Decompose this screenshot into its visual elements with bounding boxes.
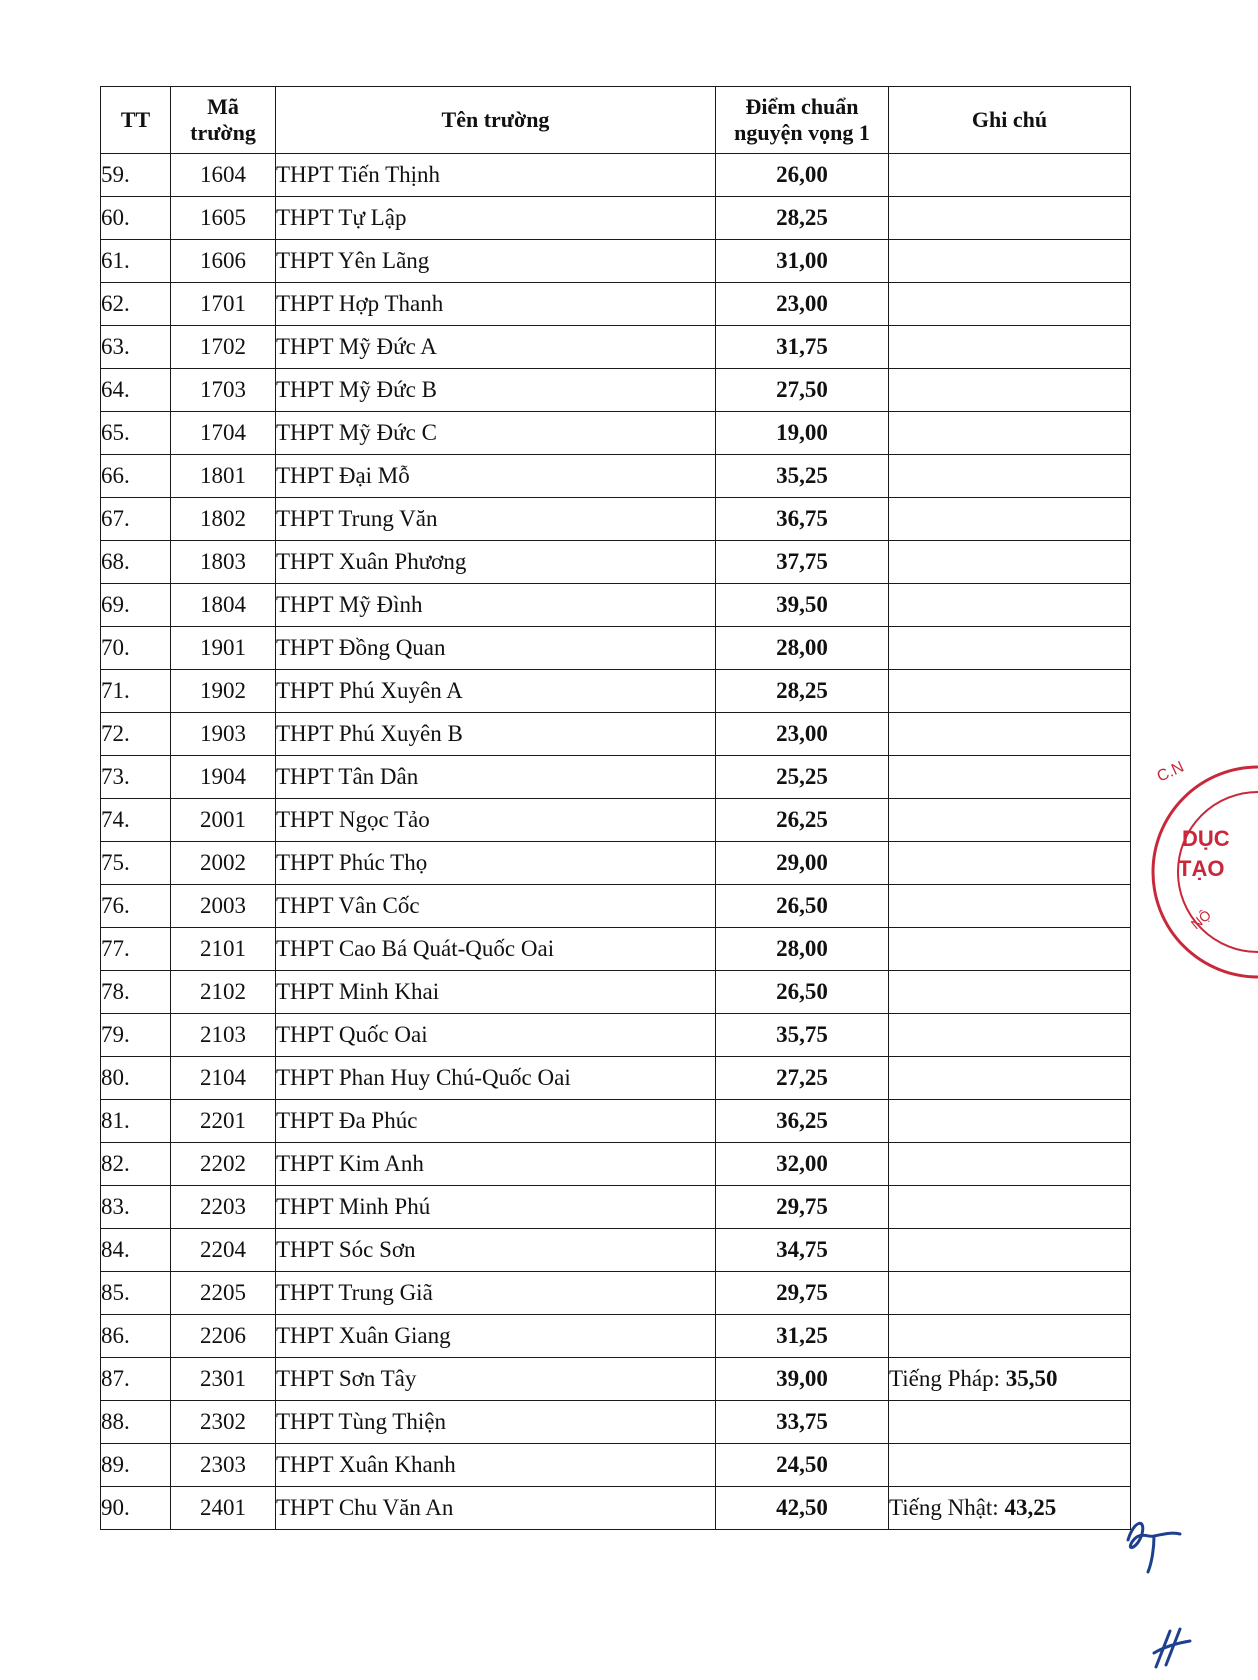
row-tt: 68. — [101, 541, 171, 584]
row-diem-chuan: 28,00 — [716, 627, 889, 670]
row-tt: 69. — [101, 584, 171, 627]
row-ma-truong: 1904 — [171, 756, 276, 799]
row-ma-truong: 2401 — [171, 1487, 276, 1530]
row-tt: 74. — [101, 799, 171, 842]
row-ghi-chu — [889, 584, 1131, 627]
signature-initials — [1118, 1512, 1186, 1576]
row-ma-truong: 1704 — [171, 412, 276, 455]
row-tt: 70. — [101, 627, 171, 670]
row-ten-truong: THPT Minh Phú — [276, 1186, 716, 1229]
row-diem-chuan: 33,75 — [716, 1401, 889, 1444]
row-ghi-chu — [889, 971, 1131, 1014]
table-header-row — [101, 87, 1131, 154]
table-row — [101, 1014, 1131, 1057]
row-tt: 62. — [101, 283, 171, 326]
table-row — [101, 670, 1131, 713]
row-ghi-chu — [889, 1014, 1131, 1057]
row-ma-truong: 2003 — [171, 885, 276, 928]
row-ghi-chu — [889, 283, 1131, 326]
table-row — [101, 928, 1131, 971]
table-row — [101, 369, 1131, 412]
signature-mark-stroke — [1154, 1629, 1190, 1667]
row-diem-chuan: 39,00 — [716, 1358, 889, 1401]
row-ten-truong: THPT Đồng Quan — [276, 627, 716, 670]
table-row — [101, 455, 1131, 498]
stamp-text-low: TẠO — [1178, 856, 1225, 881]
signature-mark — [1148, 1625, 1194, 1671]
table-row — [101, 799, 1131, 842]
row-ghi-chu — [889, 1358, 1131, 1401]
table-row — [101, 885, 1131, 928]
stamp-text-bottom: NỘ — [1187, 906, 1215, 933]
row-tt: 87. — [101, 1358, 171, 1401]
table-row — [101, 1444, 1131, 1487]
table-row — [101, 1358, 1131, 1401]
header-diem-chuan-line-1: Điểm chuẩn — [745, 93, 859, 119]
row-ten-truong: THPT Xuân Khanh — [276, 1444, 716, 1487]
ghi-chu-value: 43,25 — [1004, 1495, 1057, 1520]
header-ghi-chu: Ghi chú — [889, 87, 1131, 154]
row-diem-chuan: 29,75 — [716, 1186, 889, 1229]
stamp-text-top: C.N — [1154, 758, 1187, 786]
row-ma-truong: 2201 — [171, 1100, 276, 1143]
row-ghi-chu — [889, 842, 1131, 885]
row-ghi-chu — [889, 240, 1131, 283]
row-ghi-chu — [889, 1229, 1131, 1272]
row-ma-truong: 2001 — [171, 799, 276, 842]
table-row — [101, 842, 1131, 885]
row-diem-chuan: 27,25 — [716, 1057, 889, 1100]
row-ma-truong: 1604 — [171, 154, 276, 197]
row-diem-chuan: 28,25 — [716, 670, 889, 713]
row-tt: 82. — [101, 1143, 171, 1186]
row-ghi-chu — [889, 1100, 1131, 1143]
table-row — [101, 326, 1131, 369]
row-ghi-chu — [889, 1315, 1131, 1358]
row-ten-truong: THPT Sóc Sơn — [276, 1229, 716, 1272]
row-ghi-chu — [889, 627, 1131, 670]
row-ghi-chu — [889, 799, 1131, 842]
row-diem-chuan: 23,00 — [716, 713, 889, 756]
table-row — [101, 713, 1131, 756]
row-ghi-chu — [889, 713, 1131, 756]
row-diem-chuan: 32,00 — [716, 1143, 889, 1186]
row-ten-truong: THPT Yên Lãng — [276, 240, 716, 283]
row-diem-chuan: 29,75 — [716, 1272, 889, 1315]
row-ghi-chu — [889, 1272, 1131, 1315]
row-tt: 72. — [101, 713, 171, 756]
row-ten-truong: THPT Vân Cốc — [276, 885, 716, 928]
row-ten-truong: THPT Xuân Giang — [276, 1315, 716, 1358]
row-ma-truong: 2206 — [171, 1315, 276, 1358]
row-ten-truong: THPT Đại Mỗ — [276, 455, 716, 498]
table-row — [101, 240, 1131, 283]
row-ghi-chu — [889, 1401, 1131, 1444]
row-tt: 60. — [101, 197, 171, 240]
row-diem-chuan: 26,50 — [716, 885, 889, 928]
row-ghi-chu — [889, 455, 1131, 498]
table-row — [101, 1229, 1131, 1272]
row-diem-chuan: 35,75 — [716, 1014, 889, 1057]
official-stamp — [1148, 752, 1258, 992]
row-ten-truong: THPT Xuân Phương — [276, 541, 716, 584]
row-tt: 78. — [101, 971, 171, 1014]
row-ten-truong: THPT Mỹ Đức C — [276, 412, 716, 455]
table-row — [101, 1487, 1131, 1530]
row-diem-chuan: 37,75 — [716, 541, 889, 584]
row-ma-truong: 2002 — [171, 842, 276, 885]
table-row — [101, 584, 1131, 627]
table-row — [101, 756, 1131, 799]
row-tt: 83. — [101, 1186, 171, 1229]
row-tt: 71. — [101, 670, 171, 713]
row-ten-truong: THPT Phan Huy Chú-Quốc Oai — [276, 1057, 716, 1100]
row-ten-truong: THPT Phú Xuyên B — [276, 713, 716, 756]
row-diem-chuan: 31,25 — [716, 1315, 889, 1358]
row-tt: 88. — [101, 1401, 171, 1444]
row-ma-truong: 1804 — [171, 584, 276, 627]
row-ten-truong: THPT Chu Văn An — [276, 1487, 716, 1530]
row-ma-truong: 2203 — [171, 1186, 276, 1229]
row-tt: 86. — [101, 1315, 171, 1358]
row-ten-truong: THPT Phú Xuyên A — [276, 670, 716, 713]
row-tt: 79. — [101, 1014, 171, 1057]
row-ma-truong: 1703 — [171, 369, 276, 412]
row-ten-truong: THPT Sơn Tây — [276, 1358, 716, 1401]
row-ten-truong: THPT Hợp Thanh — [276, 283, 716, 326]
row-ghi-chu — [889, 756, 1131, 799]
row-ma-truong: 2303 — [171, 1444, 276, 1487]
row-diem-chuan: 31,00 — [716, 240, 889, 283]
table-row — [101, 1401, 1131, 1444]
row-ten-truong: THPT Minh Khai — [276, 971, 716, 1014]
row-diem-chuan: 34,75 — [716, 1229, 889, 1272]
row-diem-chuan: 23,00 — [716, 283, 889, 326]
row-ten-truong: THPT Đa Phúc — [276, 1100, 716, 1143]
ghi-chu-value: 35,50 — [1005, 1366, 1058, 1391]
table-row — [101, 1057, 1131, 1100]
table-body — [101, 154, 1131, 1530]
row-tt: 85. — [101, 1272, 171, 1315]
row-tt: 67. — [101, 498, 171, 541]
row-ten-truong: THPT Mỹ Đức A — [276, 326, 716, 369]
table-row — [101, 1186, 1131, 1229]
table-row — [101, 1143, 1131, 1186]
row-ma-truong: 1901 — [171, 627, 276, 670]
table-row — [101, 627, 1131, 670]
row-diem-chuan: 26,00 — [716, 154, 889, 197]
row-ghi-chu — [889, 412, 1131, 455]
row-diem-chuan: 26,25 — [716, 799, 889, 842]
row-tt: 84. — [101, 1229, 171, 1272]
row-diem-chuan: 28,25 — [716, 197, 889, 240]
row-ma-truong: 2104 — [171, 1057, 276, 1100]
ghi-chu-label: Tiếng Nhật: — [889, 1495, 1005, 1520]
row-ma-truong: 1702 — [171, 326, 276, 369]
header-ma-truong-line-2: trường — [190, 120, 256, 145]
row-ten-truong: THPT Tân Dân — [276, 756, 716, 799]
row-diem-chuan: 26,50 — [716, 971, 889, 1014]
row-ghi-chu — [889, 1186, 1131, 1229]
row-ten-truong: THPT Phúc Thọ — [276, 842, 716, 885]
row-diem-chuan: 29,00 — [716, 842, 889, 885]
header-ten-truong: Tên trường — [276, 87, 716, 154]
row-tt: 80. — [101, 1057, 171, 1100]
table-row — [101, 971, 1131, 1014]
table-row — [101, 154, 1131, 197]
row-diem-chuan: 28,00 — [716, 928, 889, 971]
row-ma-truong: 2202 — [171, 1143, 276, 1186]
row-ma-truong: 2301 — [171, 1358, 276, 1401]
table-row — [101, 541, 1131, 584]
row-diem-chuan: 24,50 — [716, 1444, 889, 1487]
row-ma-truong: 2101 — [171, 928, 276, 971]
row-ma-truong: 1605 — [171, 197, 276, 240]
header-ma-truong — [171, 87, 276, 154]
table-row — [101, 1272, 1131, 1315]
row-ten-truong: THPT Tùng Thiện — [276, 1401, 716, 1444]
row-tt: 75. — [101, 842, 171, 885]
admission-scores-table — [100, 86, 1131, 1530]
header-ma-truong-line-1: Mã — [207, 93, 239, 119]
table-row — [101, 1100, 1131, 1143]
row-tt: 81. — [101, 1100, 171, 1143]
row-tt: 61. — [101, 240, 171, 283]
row-ma-truong: 2103 — [171, 1014, 276, 1057]
row-diem-chuan: 42,50 — [716, 1487, 889, 1530]
row-ten-truong: THPT Mỹ Đức B — [276, 369, 716, 412]
row-tt: 66. — [101, 455, 171, 498]
row-ma-truong: 1802 — [171, 498, 276, 541]
row-ma-truong: 2205 — [171, 1272, 276, 1315]
row-diem-chuan: 31,75 — [716, 326, 889, 369]
row-ghi-chu — [889, 928, 1131, 971]
row-diem-chuan: 39,50 — [716, 584, 889, 627]
stamp-text-mid: DỤC — [1182, 826, 1230, 851]
row-ma-truong: 1801 — [171, 455, 276, 498]
row-ma-truong: 1803 — [171, 541, 276, 584]
row-ghi-chu — [889, 197, 1131, 240]
row-ma-truong: 2302 — [171, 1401, 276, 1444]
row-ghi-chu — [889, 369, 1131, 412]
row-diem-chuan: 19,00 — [716, 412, 889, 455]
row-ten-truong: THPT Cao Bá Quát-Quốc Oai — [276, 928, 716, 971]
row-tt: 77. — [101, 928, 171, 971]
header-diem-chuan — [716, 87, 889, 154]
row-ma-truong: 1903 — [171, 713, 276, 756]
row-ghi-chu — [889, 1143, 1131, 1186]
header-tt: TT — [101, 87, 171, 154]
row-ten-truong: THPT Tiến Thịnh — [276, 154, 716, 197]
row-ghi-chu — [889, 670, 1131, 713]
row-ma-truong: 1902 — [171, 670, 276, 713]
row-diem-chuan: 35,25 — [716, 455, 889, 498]
header-diem-chuan-line-2: nguyện vọng 1 — [734, 120, 870, 145]
row-ten-truong: THPT Tự Lập — [276, 197, 716, 240]
row-ten-truong: THPT Trung Giã — [276, 1272, 716, 1315]
row-tt: 89. — [101, 1444, 171, 1487]
row-diem-chuan: 27,50 — [716, 369, 889, 412]
table-row — [101, 412, 1131, 455]
row-tt: 64. — [101, 369, 171, 412]
table-row — [101, 197, 1131, 240]
row-tt: 90. — [101, 1487, 171, 1530]
table-row — [101, 1315, 1131, 1358]
row-ghi-chu — [889, 885, 1131, 928]
ghi-chu-label: Tiếng Pháp: — [889, 1366, 1006, 1391]
row-ma-truong: 1701 — [171, 283, 276, 326]
row-ten-truong: THPT Mỹ Đình — [276, 584, 716, 627]
row-diem-chuan: 25,25 — [716, 756, 889, 799]
row-ten-truong: THPT Ngọc Tảo — [276, 799, 716, 842]
row-ma-truong: 2204 — [171, 1229, 276, 1272]
row-diem-chuan: 36,75 — [716, 498, 889, 541]
row-tt: 73. — [101, 756, 171, 799]
row-tt: 65. — [101, 412, 171, 455]
row-tt: 63. — [101, 326, 171, 369]
row-ghi-chu — [889, 1444, 1131, 1487]
row-ghi-chu — [889, 541, 1131, 584]
row-ma-truong: 2102 — [171, 971, 276, 1014]
row-ten-truong: THPT Kim Anh — [276, 1143, 716, 1186]
table-row — [101, 283, 1131, 326]
row-diem-chuan: 36,25 — [716, 1100, 889, 1143]
row-ma-truong: 1606 — [171, 240, 276, 283]
row-ghi-chu — [889, 498, 1131, 541]
row-ghi-chu — [889, 326, 1131, 369]
row-tt: 76. — [101, 885, 171, 928]
row-tt: 59. — [101, 154, 171, 197]
row-ghi-chu — [889, 1057, 1131, 1100]
row-ten-truong: THPT Quốc Oai — [276, 1014, 716, 1057]
signature-stroke — [1128, 1523, 1180, 1572]
table-row — [101, 498, 1131, 541]
row-ten-truong: THPT Trung Văn — [276, 498, 716, 541]
row-ghi-chu — [889, 154, 1131, 197]
row-ghi-chu — [889, 1487, 1131, 1530]
